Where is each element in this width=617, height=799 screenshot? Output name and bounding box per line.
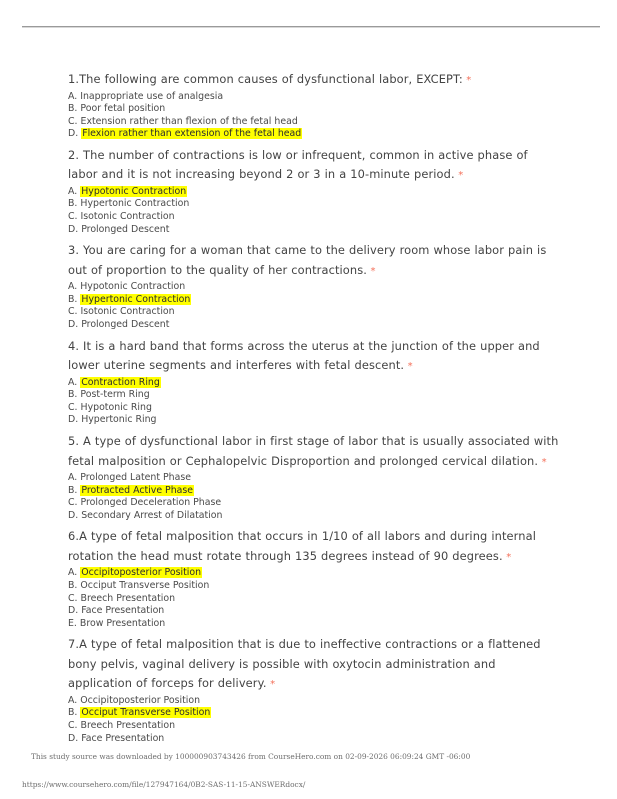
option-letter: B. — [68, 579, 78, 591]
question-text: 2. The number of contractions is low or infrequent, common in active phase of labor and it is not increasing beyond 2 or 3 in a 10-minute period. * — [68, 147, 528, 182]
option-letter: D. — [68, 128, 79, 140]
option-item[interactable] — [68, 103, 560, 116]
option-item-highlighted[interactable] — [68, 377, 560, 390]
question-text: 1.The following are common causes of dysfunctional labor, EXCEPT: * — [68, 72, 472, 86]
option-letter: A. — [68, 472, 78, 483]
option-letter: C. — [68, 306, 78, 318]
option-letter: B. — [68, 293, 78, 305]
option-item[interactable] — [68, 733, 560, 746]
required-asterisk: * — [462, 75, 472, 86]
option-item[interactable] — [68, 605, 560, 618]
option-text: Brow Presentation — [79, 617, 166, 629]
option-letter: D. — [68, 319, 79, 331]
option-item[interactable] — [68, 593, 560, 606]
document-footer — [31, 752, 591, 762]
option-text: Hypotonic Contraction — [80, 281, 186, 293]
option-text: Breech Presentation — [80, 720, 176, 732]
question-block — [68, 432, 560, 522]
question-block — [68, 70, 560, 141]
option-item[interactable] — [68, 224, 560, 237]
option-letter: C. — [68, 720, 78, 732]
question-text: 7.A type of fetal malposition that is due to ineffective contractions or a flattened bony pelvis, vaginal delivery is possible with oxytocin administration and application of forceps for delivery. * — [68, 637, 541, 691]
option-text: Hypotonic Contraction — [81, 185, 187, 197]
option-list — [68, 377, 560, 427]
option-item[interactable] — [68, 472, 560, 485]
option-item-highlighted[interactable] — [68, 128, 560, 141]
option-letter: E. — [68, 617, 77, 629]
option-letter: D. — [68, 223, 79, 235]
option-letter: D. — [68, 509, 79, 521]
option-letter: D. — [68, 732, 79, 744]
option-list — [68, 472, 560, 522]
option-list — [68, 281, 560, 331]
option-text: Poor fetal position — [80, 103, 166, 115]
option-letter: A. — [68, 694, 78, 706]
option-text: Prolonged Deceleration Phase — [80, 497, 222, 509]
question-text: 5. A type of dysfunctional labor in first stage of labor that is usually associated with fetal malposition or Cephalopelvic Disproportion and prolonged cervical dilation. * — [68, 434, 559, 468]
option-text: Face Presentation — [81, 732, 165, 744]
question-block — [68, 146, 560, 236]
option-text: Breech Presentation — [80, 592, 176, 604]
option-item[interactable] — [68, 402, 560, 415]
question-block — [68, 337, 560, 427]
option-item[interactable] — [68, 91, 560, 104]
option-item[interactable] — [68, 695, 560, 708]
option-item-highlighted[interactable] — [68, 567, 560, 580]
question-text: 6.A type of fetal malposition that occurs in 1/10 of all labors and during internal rotation the head must rotate through 135 degrees instead of 90 degrees. * — [68, 529, 536, 563]
option-text: Occiput Transverse Position — [81, 707, 211, 719]
option-item[interactable] — [68, 116, 560, 129]
option-text: Hypertonic Contraction — [80, 198, 190, 210]
option-text: Protracted Active Phase — [81, 484, 194, 496]
option-text: Hypertonic Ring — [81, 414, 157, 426]
question-text: 4. It is a hard band that forms across the uterus at the junction of the upper and lower uterine segments and interferes with fetal descent. * — [68, 338, 540, 373]
option-letter: D. — [68, 605, 79, 617]
header-divider — [22, 26, 600, 28]
option-item-highlighted[interactable] — [68, 485, 560, 498]
question-text: 3. You are caring for a woman that came to the delivery room whose labor pain is out of proportion to the quality of her contractions. * — [68, 243, 547, 277]
option-list — [68, 186, 560, 236]
option-list — [68, 91, 560, 141]
required-asterisk: * — [404, 361, 413, 373]
option-letter: B. — [68, 389, 78, 401]
question-block — [68, 241, 560, 331]
quiz-content — [68, 70, 560, 750]
option-item[interactable] — [68, 198, 560, 211]
option-item[interactable] — [68, 306, 560, 319]
option-item[interactable] — [68, 580, 560, 593]
option-letter: A. — [68, 567, 78, 579]
option-text: Prolonged Latent Phase — [80, 472, 192, 483]
required-asterisk: * — [367, 265, 376, 277]
required-asterisk: * — [454, 170, 464, 182]
option-letter: C. — [68, 592, 78, 604]
option-text: Flexion rather than extension of the fetal head — [82, 128, 302, 140]
option-item[interactable] — [68, 389, 560, 402]
option-item-highlighted[interactable] — [68, 707, 560, 720]
option-text: Inappropriate use of analgesia — [80, 90, 224, 102]
option-text: Occiput Transverse Position — [80, 579, 210, 591]
required-asterisk: * — [538, 456, 547, 468]
option-text: Secondary Arrest of Dilatation — [81, 509, 223, 521]
option-text: Occipitoposterior Position — [80, 694, 201, 706]
option-text: Contraction Ring — [81, 376, 160, 388]
option-item[interactable] — [68, 211, 560, 224]
option-text: Extension rather than flexion of the fetal head — [80, 115, 298, 127]
option-item[interactable] — [68, 720, 560, 733]
option-letter: C. — [68, 497, 78, 509]
question-block — [68, 635, 560, 745]
option-letter: B. — [68, 198, 78, 210]
option-letter: A. — [68, 185, 78, 197]
option-letter: A. — [68, 281, 78, 293]
option-letter: C. — [68, 115, 78, 127]
option-item[interactable] — [68, 281, 560, 294]
option-text: Face Presentation — [81, 605, 165, 617]
footer-attribution: This study source was downloaded by 100000903743426 from CourseHero.com on 02-09-2026 06:09:24 GMT -06:00 — [31, 752, 471, 761]
option-item[interactable] — [68, 618, 560, 631]
option-item[interactable] — [68, 510, 560, 523]
option-text: Isotonic Contraction — [80, 306, 175, 318]
option-list — [68, 695, 560, 745]
footer-source-url[interactable]: https://www.coursehero.com/file/127947164/0B2-SAS-11-15-ANSWERdocx/ — [22, 780, 306, 789]
option-text: Occipitoposterior Position — [81, 567, 202, 579]
option-list — [68, 567, 560, 630]
option-letter: C. — [68, 211, 78, 223]
option-text: Prolonged Descent — [81, 319, 170, 331]
option-text: Hypotonic Ring — [80, 401, 152, 413]
option-letter: A. — [68, 90, 78, 102]
option-letter: B. — [68, 103, 78, 115]
required-asterisk: * — [502, 551, 512, 563]
option-item-highlighted[interactable] — [68, 294, 560, 307]
option-letter: B. — [68, 484, 78, 496]
option-item-highlighted[interactable] — [68, 186, 560, 199]
option-text: Isotonic Contraction — [80, 211, 175, 223]
option-item[interactable] — [68, 414, 560, 427]
option-letter: A. — [68, 376, 78, 388]
option-item[interactable] — [68, 497, 560, 510]
option-item[interactable] — [68, 319, 560, 332]
question-block — [68, 527, 560, 630]
option-text: Prolonged Descent — [81, 223, 170, 235]
option-letter: D. — [68, 414, 79, 426]
option-text: Post-term Ring — [80, 389, 150, 401]
required-asterisk: * — [266, 679, 276, 691]
option-letter: B. — [68, 707, 78, 719]
option-text: Hypertonic Contraction — [81, 293, 191, 305]
option-letter: C. — [68, 401, 78, 413]
